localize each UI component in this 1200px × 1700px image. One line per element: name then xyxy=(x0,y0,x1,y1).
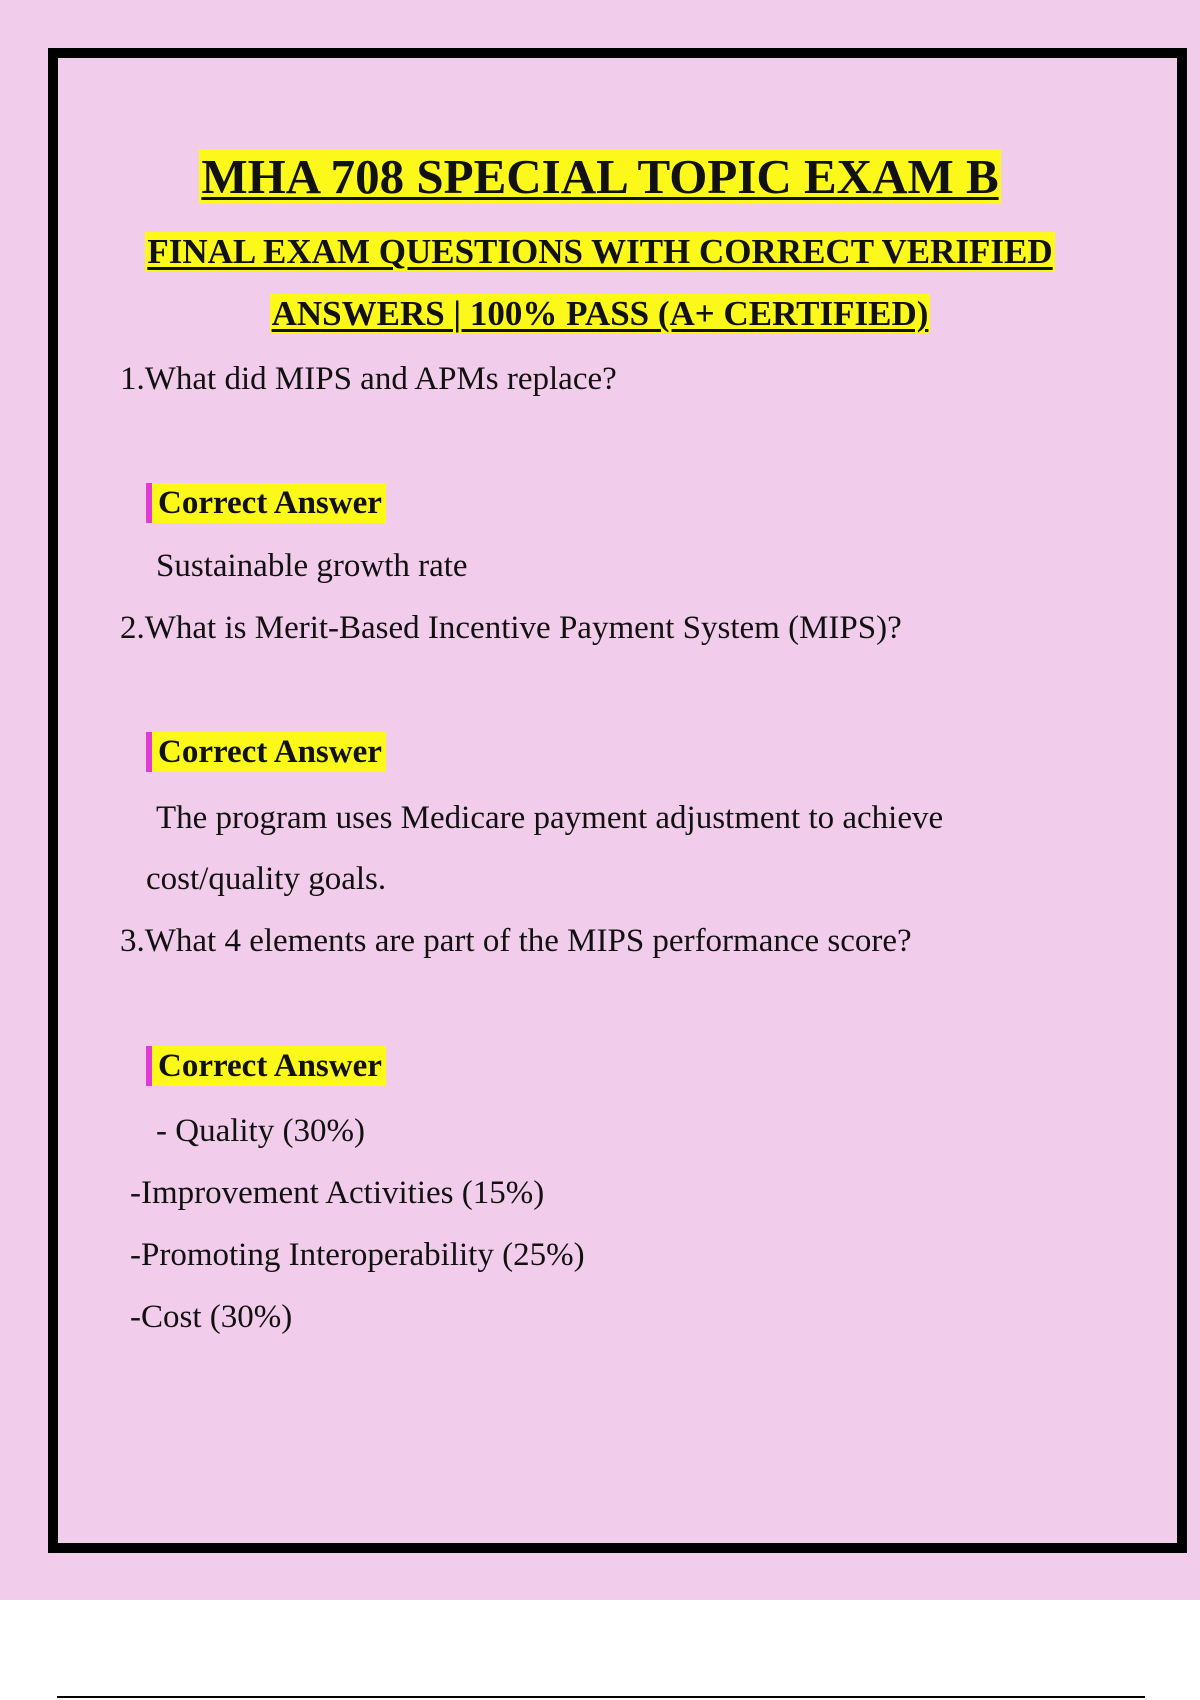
page-title xyxy=(0,148,1200,206)
answer-3-line-1: - Quality (30%) xyxy=(156,1113,365,1149)
question-3: 3.What 4 elements are part of the MIPS performance score? xyxy=(120,923,912,959)
subtitle-line-2-text: ANSWERS | 100% PASS (A+ CERTIFIED) xyxy=(271,294,929,333)
question-1: 1.What did MIPS and APMs replace? xyxy=(120,361,617,397)
answer-3-line-4: -Cost (30%) xyxy=(130,1299,293,1335)
answer-2-line-2: cost/quality goals. xyxy=(146,861,387,897)
correct-answer-label-2: Correct Answer xyxy=(146,732,386,772)
page-title-text: MHA 708 SPECIAL TOPIC EXAM B xyxy=(201,149,999,204)
correct-answer-label-1: Correct Answer xyxy=(146,483,386,523)
correct-answer-label-3: Correct Answer xyxy=(146,1046,386,1086)
subtitle-line-1 xyxy=(0,230,1200,274)
question-2: 2.What is Merit-Based Incentive Payment System (MIPS)? xyxy=(120,610,902,646)
answer-2-line-1: The program uses Medicare payment adjustment to achieve xyxy=(156,800,944,836)
subtitle-line-1-text: FINAL EXAM QUESTIONS WITH CORRECT VERIFIED xyxy=(147,232,1053,271)
answer-1-line-1: Sustainable growth rate xyxy=(156,548,468,584)
subtitle-line-2 xyxy=(0,292,1200,336)
answer-3-line-2: -Improvement Activities (15%) xyxy=(130,1175,545,1211)
footer-rule xyxy=(57,1696,1145,1698)
answer-3-line-3: -Promoting Interoperability (25%) xyxy=(130,1237,585,1273)
